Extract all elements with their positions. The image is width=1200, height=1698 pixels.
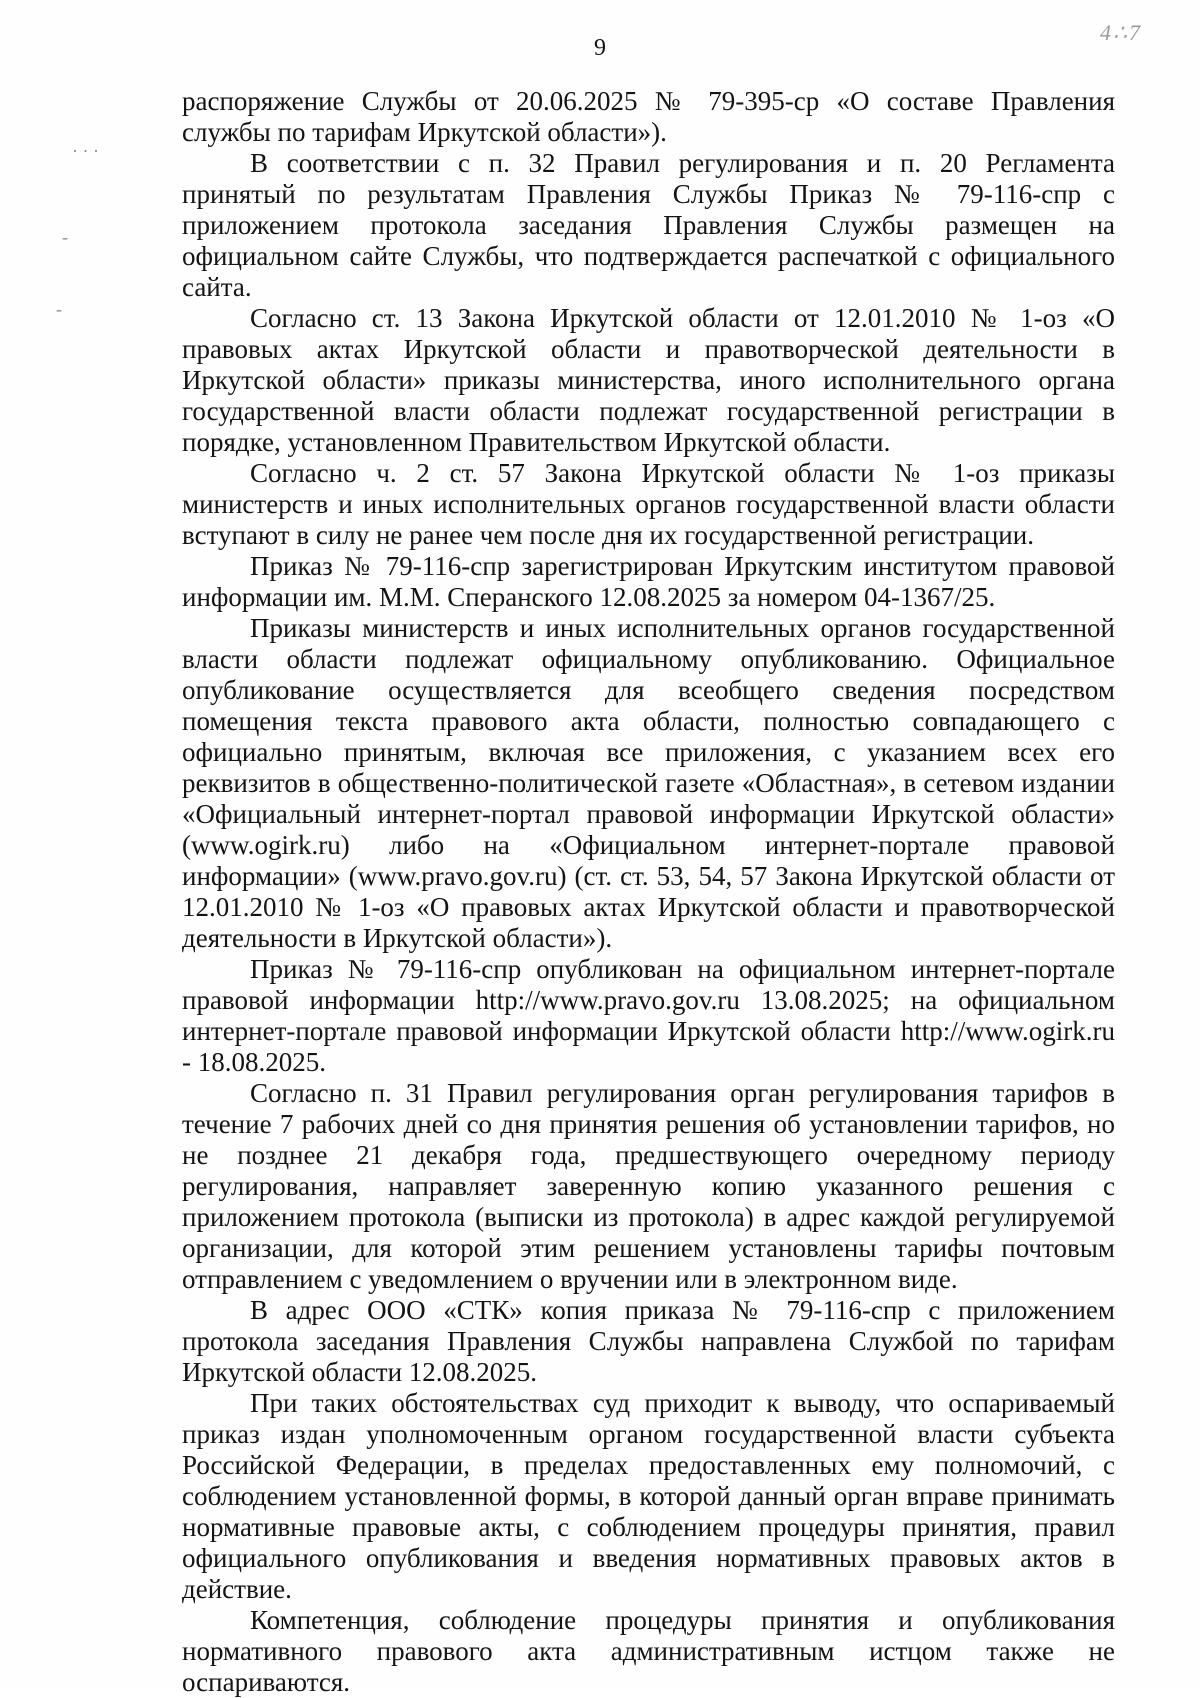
paragraph-3: Согласно ст. 13 Закона Иркутской области от 12.01.2010 № 1-оз «О правовых актах Иркутской области и правотворческой деятельности в Иркутской области» приказы министерства, иного исполнительного органа государственной власти области подлежат государственной регистрации в порядке, установленном Правительством Иркутской области. xyxy=(182,303,1115,457)
paragraph-11: Компетенция, соблюдение процедуры принятия и опубликования нормативного правового акта административным истцом также не оспариваются. xyxy=(182,1605,1115,1697)
margin-scan-mark: · · · xyxy=(72,141,99,161)
margin-scan-mark: - xyxy=(62,227,68,247)
paragraph-9: В адрес ООО «СТК» копия приказа № 79-116-спр с приложением протокола заседания Правления Службы направлена Службой по тарифам Иркутской области 12.08.2025. xyxy=(182,1295,1115,1387)
paragraph-5: Приказ № 79-116-спр зарегистрирован Иркутским институтом правовой информации им. М.М. Сперанского 12.08.2025 за номером 04-1367/25. xyxy=(182,551,1115,612)
margin-scan-mark: - xyxy=(56,299,62,319)
handwritten-page-annotation: 4∴7 xyxy=(1100,20,1142,45)
paragraph-6: Приказы министерств и иных исполнительных органов государственной власти области подлежат официальному опубликованию. Официальное опубликование осуществляется для всеобщего сведения посредством помещения текста правового акта области, полностью совпадающего с официально принятым, включая все приложения, с указанием всех его реквизитов в общественно-политической газете «Областная», в сетевом издании «Официальный интернет-портал правовой информации Иркутской области» (www.ogirk.ru) либо на «Официальном интернет-портале правовой информации» (www.pravo.gov.ru) (ст. ст. 53, 54, 57 Закона Иркутской области от 12.01.2010 № 1-оз «О правовых актах Иркутской области и правотворческой деятельности в Иркутской области»). xyxy=(182,613,1115,953)
paragraph-2: В соответствии с п. 32 Правил регулирования и п. 20 Регламента принятый по результатам Правления Службы Приказ № 79-116-спр с приложением протокола заседания Правления Службы размещен на официальном сайте Службы, что подтверждается распечаткой с официального сайта. xyxy=(182,148,1115,302)
document-body xyxy=(182,86,1115,1698)
page-number: 9 xyxy=(594,35,606,61)
paragraph-8: Согласно п. 31 Правил регулирования орган регулирования тарифов в течение 7 рабочих дней со дня принятия решения об установлении тарифов, но не позднее 21 декабря года, предшествующего очередному периоду регулирования, направляет заверенную копию указанного решения с приложением протокола (выписки из протокола) в адрес каждой регулируемой организации, для которой этим решением установлены тарифы почтовым отправлением с уведомлением о вручении или в электронном виде. xyxy=(182,1078,1115,1294)
paragraph-7: Приказ № 79-116-спр опубликован на официальном интернет-портале правовой информации http://www.pravo.gov.ru 13.08.2025; на официальном интернет-портале правовой информации Иркутской области http://www.ogirk.ru - 18.08.2025. xyxy=(182,954,1115,1077)
paragraph-1: распоряжение Службы от 20.06.2025 № 79-395-ср «О составе Правления службы по тарифам Иркутской области»). xyxy=(182,86,1115,147)
paragraph-10: При таких обстоятельствах суд приходит к выводу, что оспариваемый приказ издан уполномоченным органом государственной власти субъекта Российской Федерации, в пределах предоставленных ему полномочий, с соблюдением установленной формы, в которой данный орган вправе принимать нормативные правовые акты, с соблюдением процедуры принятия, правил официального опубликования и введения нормативных правовых актов в действие. xyxy=(182,1388,1115,1604)
paragraph-4: Согласно ч. 2 ст. 57 Закона Иркутской области № 1-оз приказы министерств и иных исполнительных органов государственной власти области вступают в силу не ранее чем после дня их государственной регистрации. xyxy=(182,458,1115,550)
